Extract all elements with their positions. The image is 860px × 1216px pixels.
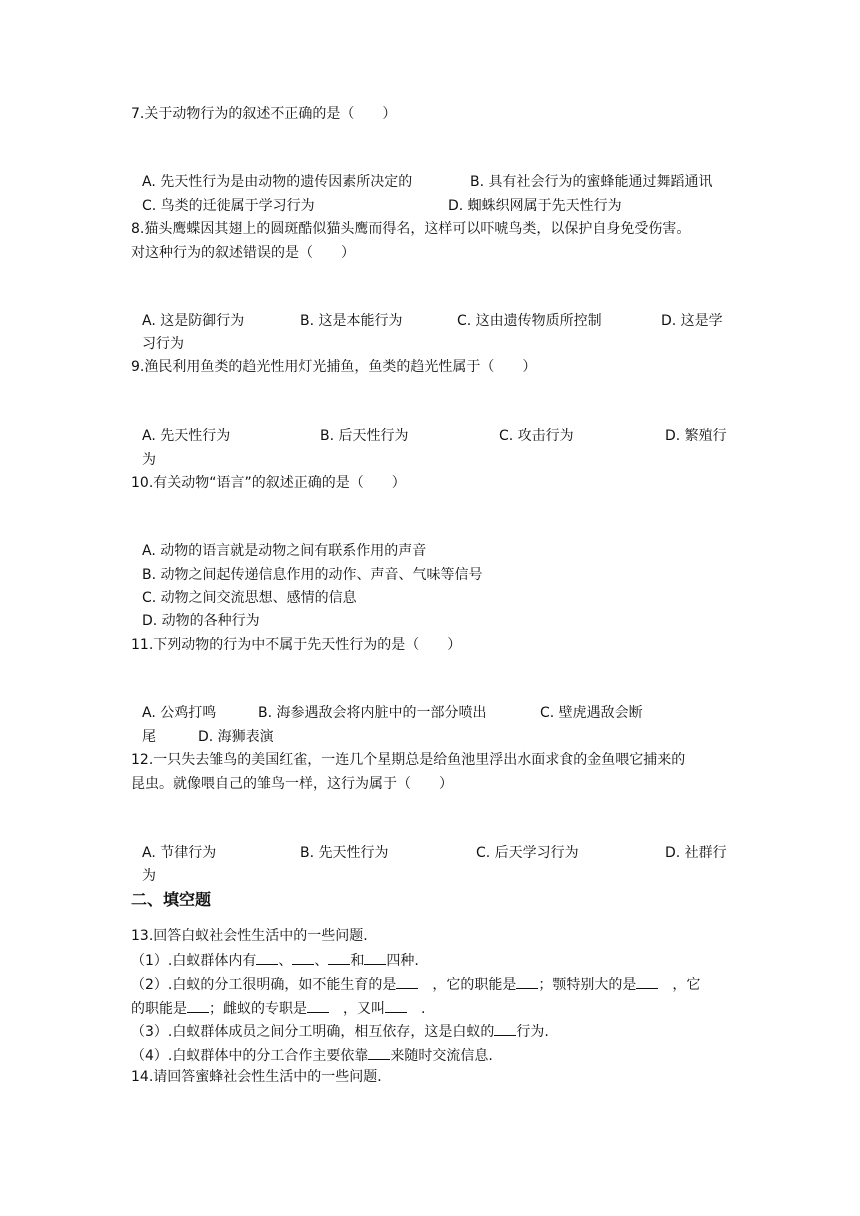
- q7-option-a: A. 先天性行为是由动物的遗传因素所决定的: [142, 174, 413, 190]
- q10-option-c: C. 动物之间交流思想、感情的信息: [142, 590, 357, 606]
- question-8-stem-cont: 对这种行为的叙述错误的是（ ）: [131, 245, 355, 261]
- answer-blank[interactable]: [292, 949, 314, 965]
- q12-option-a: A. 节律行为: [142, 845, 217, 861]
- q10-option-a: A. 动物的语言就是动物之间有联系作用的声音: [142, 543, 427, 559]
- q7-option-c: C. 鸟类的迁徙属于学习行为: [142, 198, 315, 214]
- q9-option-a: A. 先天性行为: [142, 428, 231, 444]
- q8-option-a: A. 这是防御行为: [142, 313, 245, 329]
- q11-option-c-cont: 尾: [142, 729, 156, 745]
- q12-option-d-cont: 为: [142, 868, 156, 884]
- answer-blank[interactable]: [364, 949, 386, 965]
- q13-text: ；颚特别大的是: [538, 977, 637, 993]
- q13-text: 、: [314, 953, 329, 969]
- q13-text: 的职能是: [131, 1001, 187, 1017]
- q13-line-5: [131, 1044, 493, 1066]
- q13-text: ，又叫: [343, 1001, 385, 1017]
- q11-option-b: B. 海参遇敌会将内脏中的一部分喷出: [258, 705, 487, 721]
- q13-text: 四种.: [386, 953, 419, 969]
- answer-blank[interactable]: [368, 1044, 390, 1060]
- q13-text: 行为.: [516, 1024, 549, 1040]
- q12-option-d: D. 社群行: [665, 845, 727, 861]
- question-10-stem: 10.有关动物“语言”的叙述正确的是（ ）: [131, 475, 406, 491]
- q13-text: （3）.白蚁群体成员之间分工明确，相互依存，这是白蚁的: [131, 1024, 495, 1040]
- answer-blank[interactable]: [636, 973, 658, 989]
- q8-option-c: C. 这由遗传物质所控制: [457, 313, 602, 329]
- q13-text: ；雌蚁的专职是: [209, 1001, 307, 1017]
- answer-blank[interactable]: [187, 997, 209, 1013]
- answer-blank[interactable]: [385, 997, 407, 1013]
- question-9-stem: 9.渔民利用鱼类的趋光性用灯光捕鱼，鱼类的趋光性属于（ ）: [131, 359, 537, 375]
- question-14-stem: 14.请回答蜜蜂社会性生活中的一些问题.: [131, 1069, 382, 1085]
- answer-blank[interactable]: [494, 1020, 516, 1036]
- q13-text: ，它的职能是: [432, 977, 517, 993]
- q8-option-d-cont: 习行为: [142, 336, 184, 352]
- q13-line-1: [131, 949, 419, 971]
- question-13-stem: 13.回答白蚁社会性生活中的一些问题.: [131, 928, 368, 944]
- q9-option-d: D. 繁殖行: [665, 428, 727, 444]
- question-11-stem: 11.下列动物的行为中不属于先天性行为的是（ ）: [131, 637, 462, 653]
- q13-text: 、: [278, 953, 293, 969]
- answer-blank[interactable]: [328, 949, 350, 965]
- q13-text: （2）.白蚁的分工很明确，如不能生育的是: [131, 977, 397, 993]
- q13-text: （4）.白蚁群体中的分工合作主要依靠: [131, 1048, 369, 1064]
- answer-blank[interactable]: [396, 973, 418, 989]
- question-12-stem: 12.一只失去雏鸟的美国红雀，一连几个星期总是给鱼池里浮出水面求食的金鱼喂它捕来的: [131, 752, 686, 768]
- q13-line-4: [131, 1020, 549, 1042]
- q13-text: 和: [350, 953, 365, 969]
- section-title: 二、填空题: [131, 890, 212, 909]
- question-7-stem: 7.关于动物行为的叙述不正确的是（ ）: [131, 106, 397, 122]
- question-12-stem-cont: 昆虫。就像喂自己的雏鸟一样，这行为属于（ ）: [131, 776, 453, 792]
- q11-option-c: C. 壁虎遇敌会断: [540, 705, 643, 721]
- q9-option-c: C. 攻击行为: [499, 428, 574, 444]
- q9-option-d-cont: 为: [142, 452, 156, 468]
- q13-text: .: [421, 1001, 426, 1017]
- answer-blank[interactable]: [516, 973, 538, 989]
- q8-option-b: B. 这是本能行为: [300, 313, 403, 329]
- q12-option-b: B. 先天性行为: [300, 845, 389, 861]
- answer-blank[interactable]: [256, 949, 278, 965]
- q13-text: 来随时交流信息.: [390, 1048, 493, 1064]
- q10-option-d: D. 动物的各种行为: [142, 613, 260, 629]
- q13-line-2: [131, 973, 700, 995]
- q7-option-d: D. 蜘蛛织网属于先天性行为: [448, 198, 622, 214]
- q13-text: （1）.白蚁群体内有: [131, 953, 257, 969]
- q11-option-d: D. 海狮表演: [198, 729, 274, 745]
- question-8-stem: 8.猫头鹰蝶因其翅上的圆斑酷似猫头鹰而得名，这样可以吓唬鸟类，以保护自身免受伤害。: [131, 221, 691, 237]
- q13-text: ，它: [672, 977, 701, 993]
- q13-line-3: [131, 997, 425, 1019]
- q8-option-d: D. 这是学: [661, 313, 723, 329]
- answer-blank[interactable]: [307, 997, 329, 1013]
- q11-option-a: A. 公鸡打鸣: [142, 705, 217, 721]
- q9-option-b: B. 后天性行为: [320, 428, 409, 444]
- q10-option-b: B. 动物之间起传递信息作用的动作、声音、气味等信号: [142, 567, 483, 583]
- q7-option-b: B. 具有社会行为的蜜蜂能通过舞蹈通讯: [470, 174, 713, 190]
- q12-option-c: C. 后天学习行为: [476, 845, 579, 861]
